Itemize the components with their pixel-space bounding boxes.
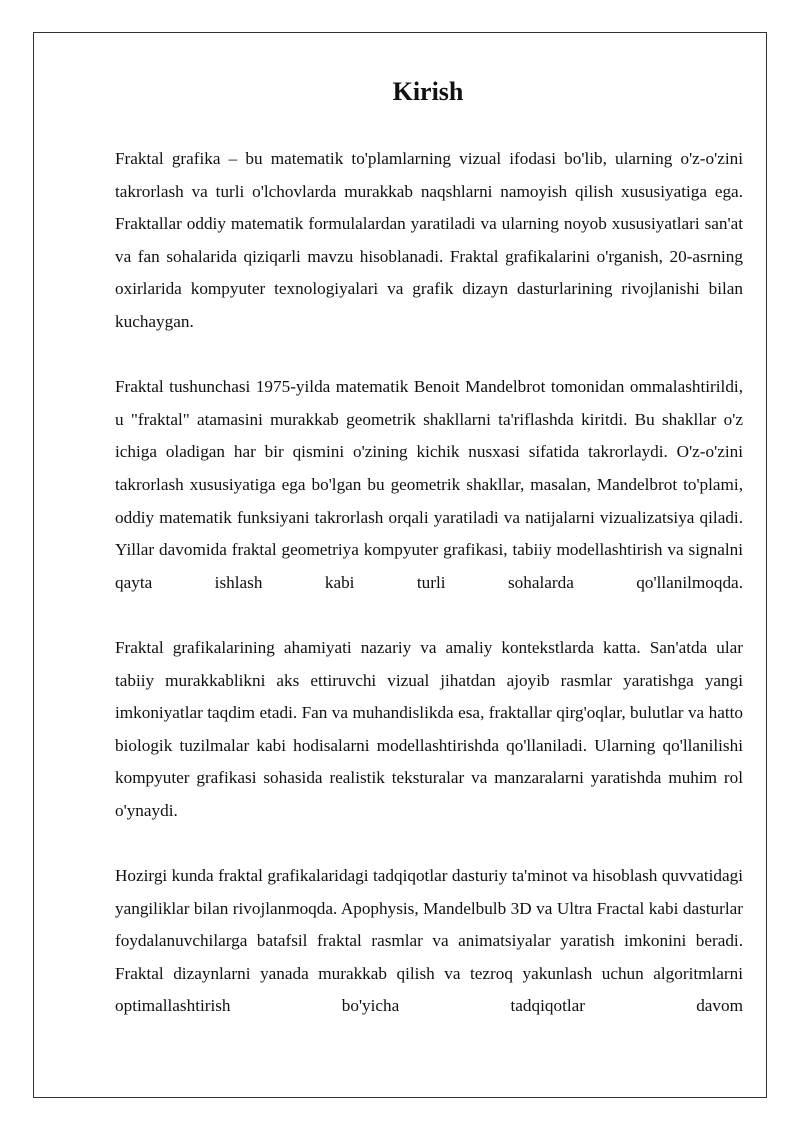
paragraph-2: Fraktal tushunchasi 1975-yilda matematik Benoit Mandelbrot tomonidan ommalashtirildi, u "fraktal" atamasini murakkab geometrik shakllarni ta'riflashda kiritdi. Bu shakllar o'z ichiga oladigan har bir qismini o'zining kichik nusxasi sifatida takrorlaydi. O'z-o'zini takrorlash xususiyatiga ega bo'lgan bu geometrik shakllar, masalan, Mandelbrot to'plami, oddiy matematik funksiyani takrorlash orqali yaratiladi va natijalarni vizualizatsiya qiladi. Yillar davomida fraktal geometriya kompyuter grafikasi, tabiiy modellashtirish va signalni qayta ishlash kabi turli sohalarda qo'llanilmoqda. xyxy=(115,377,743,592)
document-body xyxy=(115,143,743,1023)
paragraph-4: Hozirgi kunda fraktal grafikalaridagi tadqiqotlar dasturiy ta'minot va hisoblash quvvatidagi yangiliklar bilan rivojlanmoqda. Apophysis, Mandelbulb 3D va Ultra Fractal kabi dasturlar foydalanuvchilarga batafsil fraktal rasmlar va animatsiyalar yaratish imkonini beradi. Fraktal dizaynlarni yanada murakkab qilish va tezroq yakunlash uchun algoritmlarni optimallashtirish bo'yicha tadqiqotlar davom xyxy=(115,866,743,1016)
page-title: Kirish xyxy=(392,77,464,106)
paragraph-1: Fraktal grafika – bu matematik to'plamlarning vizual ifodasi bo'lib, ularning o'z-o'zini takrorlash va turli o'lchovlarda murakkab naqshlarni namoyish qilish xususiyatiga ega. Fraktallar oddiy matematik formulalardan yaratiladi va ularning noyob xususiyatlari san'at va fan sohalarida qiziqarli mavzu hisoblanadi. Fraktal grafikalarini o'rganish, 20-asrning oxirlarida kompyuter texnologiyalari va grafik dizayn dasturlarining rivojlanishi bilan kuchaygan. xyxy=(115,149,743,331)
paragraph-3: Fraktal grafikalarining ahamiyati nazariy va amaliy kontekstlarda katta. San'atda ular tabiiy murakkablikni aks ettiruvchi vizual jihatdan ajoyib rasmlar yaratishga yangi imkoniyatlar taqdim etadi. Fan va muhandislikda esa, fraktallar qirg'oqlar, bulutlar va hatto biologik tuzilmalar kabi hodisalarni modellashtirishda qo'llaniladi. Ularning qo'llanilishi kompyuter grafikasi sohasida realistik teksturalar va manzaralarni yaratishda muhim rol o'ynaydi. xyxy=(115,637,743,820)
